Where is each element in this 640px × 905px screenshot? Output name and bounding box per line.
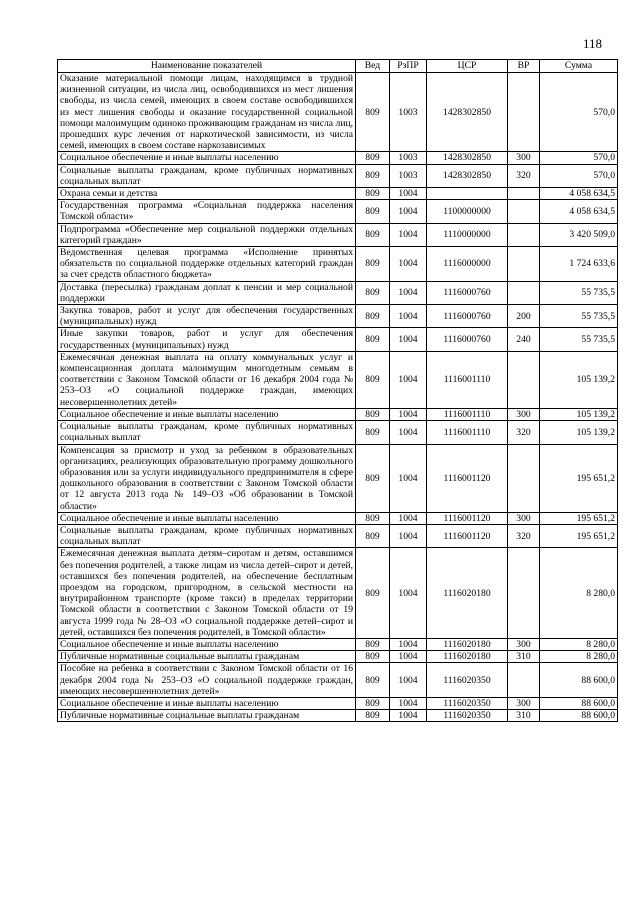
cell-csr: 1100000000 xyxy=(427,200,508,223)
cell-vr: 240 xyxy=(508,328,540,351)
cell-rzpr: 1004 xyxy=(390,328,427,351)
cell-sum: 8 280,0 xyxy=(540,548,618,639)
header-name: Наименование показателей xyxy=(58,60,356,73)
cell-csr: 1116001110 xyxy=(427,351,508,408)
table-row xyxy=(58,651,618,663)
cell-vr xyxy=(508,663,540,698)
cell-rzpr: 1004 xyxy=(390,548,427,639)
cell-rzpr: 1004 xyxy=(390,247,427,282)
cell-rzpr: 1004 xyxy=(390,710,427,722)
cell-csr: 1116020350 xyxy=(427,663,508,698)
cell-csr: 1116020180 xyxy=(427,651,508,663)
cell-name: Публичные нормативные социальные выплаты гражданам xyxy=(58,651,356,663)
table-row xyxy=(58,351,618,408)
cell-vr: 300 xyxy=(508,638,540,650)
page-number: 118 xyxy=(583,36,603,51)
header-sum: Сумма xyxy=(540,60,618,73)
cell-name: Оказание материальной помощи лицам, находящимся в трудной жизненной ситуации, из числа лиц, освободившихся из мест лишения свободы, из числа семей, имеющих в своем составе освободившихся из мест лишения свободы и оказание государственной социальной помощи малоимущим одиноко проживающим гражданам из числа лиц, прошедших курс лечения от наркотической зависимости, из числа семей, имеющих в своем составе наркозависимых xyxy=(58,73,356,152)
cell-vr: 310 xyxy=(508,710,540,722)
table-row xyxy=(58,408,618,420)
cell-sum: 195 651,2 xyxy=(540,512,618,524)
cell-vr xyxy=(508,247,540,282)
cell-vr: 320 xyxy=(508,164,540,187)
cell-sum: 8 280,0 xyxy=(540,651,618,663)
cell-ved: 809 xyxy=(356,164,390,187)
cell-rzpr: 1004 xyxy=(390,223,427,246)
cell-ved: 809 xyxy=(356,247,390,282)
table-row xyxy=(58,638,618,650)
table-row xyxy=(58,710,618,722)
table-row xyxy=(58,663,618,698)
cell-vr xyxy=(508,351,540,408)
cell-name: Социальное обеспечение и иные выплаты населению xyxy=(58,638,356,650)
cell-rzpr: 1004 xyxy=(390,512,427,524)
cell-rzpr: 1004 xyxy=(390,281,427,304)
table-row xyxy=(58,548,618,639)
cell-vr: 310 xyxy=(508,651,540,663)
cell-name: Закупка товаров, работ и услуг для обеспечения государственных (муниципальных) нужд xyxy=(58,305,356,328)
cell-name: Доставка (пересылка) гражданам доплат к пенсии и мер социальной поддержки xyxy=(58,281,356,304)
cell-vr xyxy=(508,444,540,512)
cell-name: Социальные выплаты гражданам, кроме публичных нормативных социальных выплат xyxy=(58,524,356,547)
cell-csr: 1116001120 xyxy=(427,444,508,512)
cell-sum: 105 139,2 xyxy=(540,421,618,444)
cell-sum: 55 735,5 xyxy=(540,281,618,304)
cell-csr: 1116020180 xyxy=(427,638,508,650)
budget-table xyxy=(57,59,618,722)
cell-csr: 1116000000 xyxy=(427,247,508,282)
header-ved: Вед xyxy=(356,60,390,73)
cell-sum: 8 280,0 xyxy=(540,638,618,650)
cell-csr: 1116000760 xyxy=(427,281,508,304)
cell-name: Подпрограмма «Обеспечение мер социальной поддержки отдельных категорий граждан» xyxy=(58,223,356,246)
cell-rzpr: 1004 xyxy=(390,697,427,709)
cell-sum: 4 058 634,5 xyxy=(540,200,618,223)
cell-csr: 1116020350 xyxy=(427,710,508,722)
cell-ved: 809 xyxy=(356,281,390,304)
cell-name: Социальное обеспечение и иные выплаты населению xyxy=(58,152,356,164)
cell-csr: 1116001120 xyxy=(427,512,508,524)
cell-ved: 809 xyxy=(356,710,390,722)
table-row xyxy=(58,444,618,512)
table-row xyxy=(58,524,618,547)
table-row xyxy=(58,697,618,709)
cell-ved: 809 xyxy=(356,152,390,164)
cell-sum: 55 735,5 xyxy=(540,328,618,351)
cell-rzpr: 1004 xyxy=(390,444,427,512)
cell-name: Компенсация за присмотр и уход за ребенком в образовательных организациях, реализующих образовательную программу дошкольного образования или за услуги индивидуального предпринимателя в сфере дошкольного образования в соответствии с Законом Томской области от 12 августа 2013 года № 149–ОЗ «Об образовании в Томской области» xyxy=(58,444,356,512)
cell-vr: 300 xyxy=(508,408,540,420)
cell-name: Социальное обеспечение и иные выплаты населению xyxy=(58,512,356,524)
cell-csr: 1116001110 xyxy=(427,408,508,420)
cell-rzpr: 1003 xyxy=(390,164,427,187)
table-row xyxy=(58,328,618,351)
cell-csr: 1116000760 xyxy=(427,328,508,351)
cell-ved: 809 xyxy=(356,663,390,698)
cell-rzpr: 1003 xyxy=(390,152,427,164)
cell-ved: 809 xyxy=(356,328,390,351)
table-row xyxy=(58,305,618,328)
cell-sum: 570,0 xyxy=(540,73,618,152)
cell-sum: 4 058 634,5 xyxy=(540,188,618,200)
table-body xyxy=(58,73,618,722)
cell-sum: 3 420 509,0 xyxy=(540,223,618,246)
cell-csr: 1428302850 xyxy=(427,73,508,152)
cell-vr: 300 xyxy=(508,697,540,709)
cell-rzpr: 1004 xyxy=(390,638,427,650)
cell-sum: 55 735,5 xyxy=(540,305,618,328)
cell-name: Социальные выплаты гражданам, кроме публичных нормативных социальных выплат xyxy=(58,421,356,444)
table-row xyxy=(58,164,618,187)
cell-csr: 1116001110 xyxy=(427,421,508,444)
table-header-row xyxy=(58,60,618,73)
cell-name: Ежемесячная денежная выплата детям–сиротам и детям, оставшимся без попечения родителей, а также лицам из числа детей–сирот и детей, оставшихся без попечения родителей, на обеспечение бесплатным проездом на городском, пригородном, в сельской местности на внутрирайонном транспорте (кроме такси) в пределах территории Томской области в соответствии с Законом Томской области от 19 августа 1999 года № 28–ОЗ «О социальной поддержке детей–сирот и детей, оставшихся без попечения родителей, в Томской области» xyxy=(58,548,356,639)
table-row xyxy=(58,152,618,164)
cell-name: Государственная программа «Социальная поддержка населения Томской области» xyxy=(58,200,356,223)
cell-name: Ведомственная целевая программа «Исполнение принятых обязательств по социальной поддержке отдельных категорий граждан за счет средств областного бюджета» xyxy=(58,247,356,282)
header-rzpr: РзПР xyxy=(390,60,427,73)
cell-vr xyxy=(508,200,540,223)
cell-rzpr: 1004 xyxy=(390,524,427,547)
table-row xyxy=(58,421,618,444)
cell-vr: 300 xyxy=(508,512,540,524)
cell-rzpr: 1003 xyxy=(390,73,427,152)
cell-csr: 1116020350 xyxy=(427,697,508,709)
cell-vr: 200 xyxy=(508,305,540,328)
cell-rzpr: 1004 xyxy=(390,651,427,663)
cell-name: Ежемесячная денежная выплата на оплату коммунальных услуг и компенсационная доплата малоимущим многодетным семьям в соответствии с Законом Томской области от 16 декабря 2004 года № 253–ОЗ «О социальной поддержке граждан, имеющих несовершеннолетних детей» xyxy=(58,351,356,408)
cell-sum: 570,0 xyxy=(540,164,618,187)
cell-rzpr: 1004 xyxy=(390,305,427,328)
cell-vr xyxy=(508,188,540,200)
cell-ved: 809 xyxy=(356,351,390,408)
cell-rzpr: 1004 xyxy=(390,421,427,444)
cell-ved: 809 xyxy=(356,444,390,512)
table-row xyxy=(58,188,618,200)
cell-name: Социальные выплаты гражданам, кроме публичных нормативных социальных выплат xyxy=(58,164,356,187)
cell-rzpr: 1004 xyxy=(390,200,427,223)
cell-rzpr: 1004 xyxy=(390,351,427,408)
cell-csr: 1116001120 xyxy=(427,524,508,547)
cell-csr: 1116000760 xyxy=(427,305,508,328)
cell-ved: 809 xyxy=(356,512,390,524)
cell-ved: 809 xyxy=(356,548,390,639)
cell-ved: 809 xyxy=(356,73,390,152)
cell-ved: 809 xyxy=(356,188,390,200)
cell-name: Охрана семьи и детства xyxy=(58,188,356,200)
cell-csr: 1428302850 xyxy=(427,164,508,187)
cell-ved: 809 xyxy=(356,305,390,328)
cell-csr: 1116020180 xyxy=(427,548,508,639)
cell-ved: 809 xyxy=(356,651,390,663)
table-row xyxy=(58,73,618,152)
cell-sum: 1 724 633,6 xyxy=(540,247,618,282)
cell-sum: 195 651,2 xyxy=(540,524,618,547)
cell-vr xyxy=(508,223,540,246)
cell-rzpr: 1004 xyxy=(390,408,427,420)
cell-vr xyxy=(508,281,540,304)
cell-ved: 809 xyxy=(356,524,390,547)
cell-vr: 320 xyxy=(508,421,540,444)
cell-name: Иные закупки товаров, работ и услуг для обеспечения государственных (муниципальных) нужд xyxy=(58,328,356,351)
cell-sum: 195 651,2 xyxy=(540,444,618,512)
table-row xyxy=(58,200,618,223)
cell-vr xyxy=(508,73,540,152)
cell-csr: 1428302850 xyxy=(427,152,508,164)
cell-sum: 105 139,2 xyxy=(540,351,618,408)
cell-csr xyxy=(427,188,508,200)
cell-vr xyxy=(508,548,540,639)
cell-sum: 88 600,0 xyxy=(540,697,618,709)
table-row xyxy=(58,281,618,304)
cell-name: Публичные нормативные социальные выплаты гражданам xyxy=(58,710,356,722)
cell-name: Социальное обеспечение и иные выплаты населению xyxy=(58,697,356,709)
header-vr: ВР xyxy=(508,60,540,73)
cell-ved: 809 xyxy=(356,421,390,444)
cell-vr: 320 xyxy=(508,524,540,547)
cell-sum: 88 600,0 xyxy=(540,663,618,698)
cell-csr: 1110000000 xyxy=(427,223,508,246)
cell-ved: 809 xyxy=(356,697,390,709)
table-row xyxy=(58,223,618,246)
cell-rzpr: 1004 xyxy=(390,188,427,200)
table-row xyxy=(58,247,618,282)
header-csr: ЦСР xyxy=(427,60,508,73)
cell-sum: 570,0 xyxy=(540,152,618,164)
cell-ved: 809 xyxy=(356,638,390,650)
cell-ved: 809 xyxy=(356,200,390,223)
cell-sum: 105 139,2 xyxy=(540,408,618,420)
cell-vr: 300 xyxy=(508,152,540,164)
cell-ved: 809 xyxy=(356,223,390,246)
cell-name: Социальное обеспечение и иные выплаты населению xyxy=(58,408,356,420)
cell-rzpr: 1004 xyxy=(390,663,427,698)
cell-sum: 88 600,0 xyxy=(540,710,618,722)
cell-name: Пособие на ребенка в соответствии с Законом Томской области от 16 декабря 2004 года № 253–ОЗ «О социальной поддержке граждан, имеющих несовершеннолетних детей» xyxy=(58,663,356,698)
cell-ved: 809 xyxy=(356,408,390,420)
table-row xyxy=(58,512,618,524)
